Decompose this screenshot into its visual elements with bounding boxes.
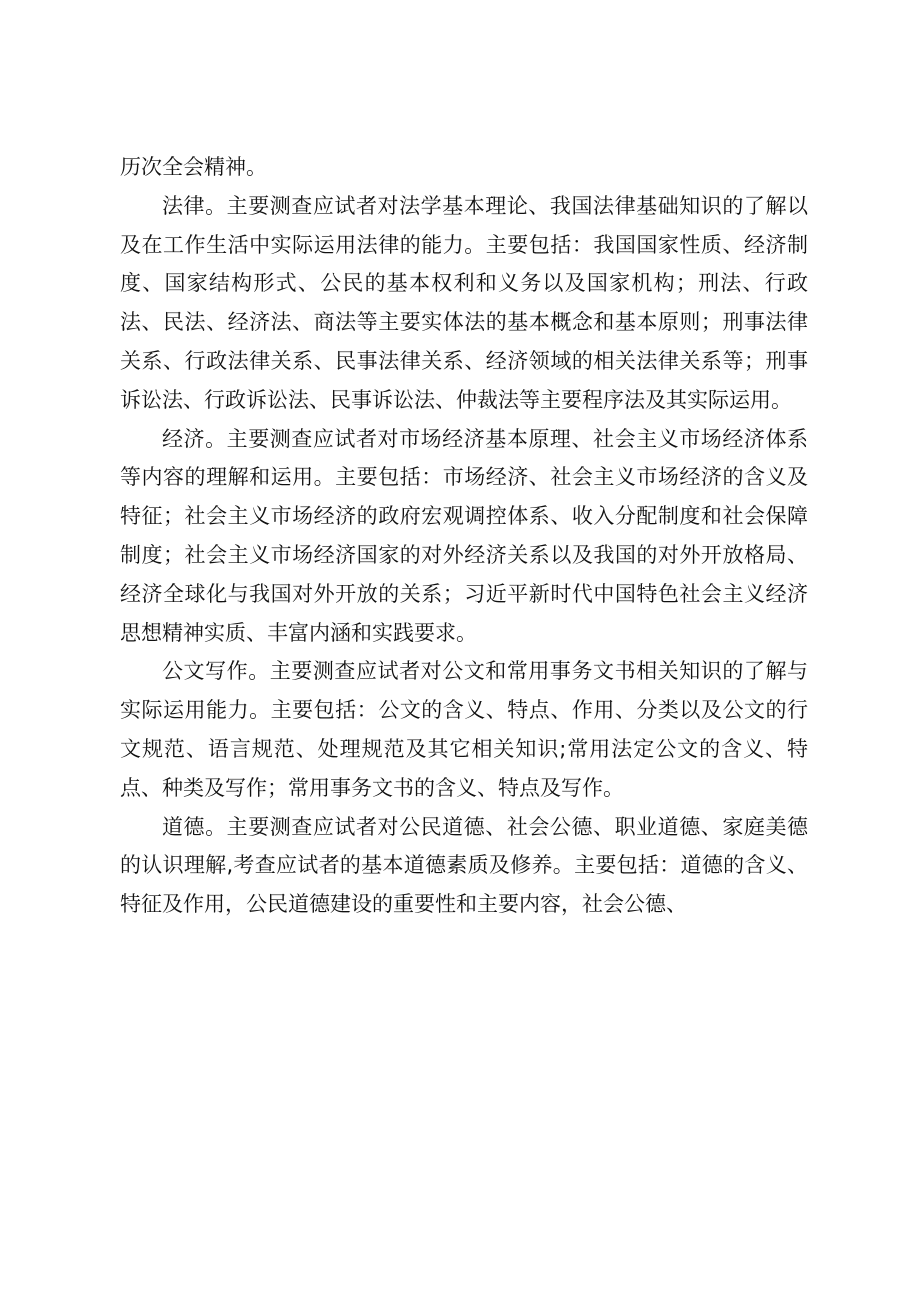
paragraph-official-writing: 公文写作。主要测查应试者对公文和常用事务文书相关知识的了解与实际运用能力。主要包括：公文的含义、特点、作用、分类以及公文的行文规范、语言规范、处理规范及其它相关知识;常用法定公文的含义、特点、种类及写作；常用事务文书的含义、特点及写作。 [120, 659, 808, 800]
paragraph-economy: 经济。主要测查应试者对市场经济基本原理、社会主义市场经济体系等内容的理解和运用。主要包括：市场经济、社会主义市场经济的含义及特征；社会主义市场经济的政府宏观调控体系、收入分配制度和社会保障制度；社会主义市场经济国家的对外经济关系以及我国的对外开放格局、经济全球化与我国对外开放的关系；习近平新时代中国特色社会主义经济思想精神实质、丰富内涵和实践要求。 [120, 426, 808, 645]
paragraph-continuation: 历次全会精神。 [120, 155, 267, 179]
document-body [120, 148, 808, 924]
paragraph-law: 法律。主要测查应试者对法学基本理论、我国法律基础知识的了解以及在工作生活中实际运用法律的能力。主要包括：我国国家性质、经济制度、国家结构形式、公民的基本权利和义务以及国家机构；刑法、行政法、民法、经济法、商法等主要实体法的基本概念和基本原则；刑事法律关系、行政法律关系、民事法律关系、经济领域的相关法律关系等；刑事诉讼法、行政诉讼法、民事诉讼法、仲裁法等主要程序法及其实际运用。 [120, 193, 808, 412]
paragraph-morality: 道德。主要测查应试者对公民道德、社会公德、职业道德、家庭美德的认识理解,考查应试者的基本道德素质及修养。主要包括：道德的含义、特征及作用，公民道德建设的重要性和主要内容，社会公德、 [120, 814, 808, 917]
